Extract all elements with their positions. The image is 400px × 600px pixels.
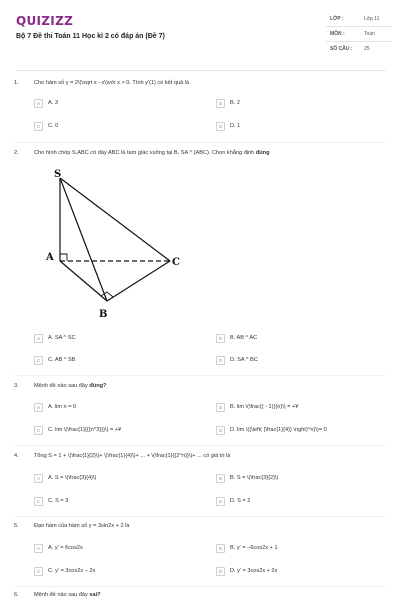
- option-label: A. S = \(\frac{3}{4}\): [48, 475, 97, 481]
- option-letter-box: D: [216, 122, 225, 131]
- option-label: C. y' = 3cos2x − 2x: [48, 568, 96, 574]
- meta-value: Toán: [364, 31, 375, 37]
- question-number: 4.: [14, 453, 19, 459]
- option-label: A. SA ^ SC: [48, 335, 76, 341]
- option-d[interactable]: [216, 122, 376, 132]
- option-a[interactable]: [34, 334, 194, 344]
- option-label: D. 1: [230, 123, 241, 129]
- question-divider: [14, 586, 386, 587]
- option-a[interactable]: [34, 544, 194, 554]
- meta-key: SỐ CÂU :: [330, 46, 353, 52]
- page-title: Bộ 7 Đề thi Toán 11 Học kì 2 có đáp án (Đề 7): [16, 33, 165, 40]
- option-label: C. AB ^ SB: [48, 357, 76, 363]
- option-c[interactable]: [34, 356, 194, 366]
- edge-bc: [107, 261, 170, 301]
- question-text-emphasis: đúng: [255, 150, 270, 156]
- option-label: B. AB ^ AC: [230, 335, 258, 341]
- option-label: D. S = 2: [230, 498, 251, 504]
- question-text: Tổng S = 1 + \(\frac{1}{2}\)+ \(\frac{1}{4}\)+ ... + \(\frac{1}{{2^n}}\)+ ... có giá trị là: [34, 453, 231, 459]
- option-letter-box: B: [216, 99, 225, 108]
- option-letter-box: D: [216, 356, 225, 365]
- option-letter-box: C: [34, 426, 43, 435]
- option-d[interactable]: [216, 567, 376, 577]
- question-text: Cho hình chóp S.ABC có đáy ABC là tam giác vuông tại B, SA ^ (ABC). Chọn khẳng định: [34, 150, 255, 156]
- option-letter-box: C: [34, 356, 43, 365]
- option-label: C. lim \(\frac{1}{{{n^3}}}\) = +¥: [48, 427, 122, 433]
- option-a[interactable]: [34, 99, 194, 109]
- option-letter-box: D: [216, 426, 225, 435]
- header-divider: [16, 70, 386, 71]
- question-number: 6.: [14, 592, 19, 598]
- option-letter-box: B: [216, 334, 225, 343]
- meta-key: LỚP :: [330, 16, 344, 22]
- question-divider: [14, 516, 386, 517]
- option-b[interactable]: [216, 544, 376, 554]
- meta-row-subject: [326, 27, 392, 42]
- option-d[interactable]: [216, 356, 376, 366]
- option-label: B. lim \(\frac{( - 1)}{n}\) = +¥: [230, 404, 299, 410]
- option-d[interactable]: [216, 497, 376, 507]
- option-label: B. 2: [230, 100, 240, 106]
- question-number: 1.: [14, 80, 19, 86]
- question-text: Mệnh đề nào sau đây: [34, 592, 88, 598]
- option-label: A. 3: [48, 100, 58, 106]
- option-label: C. S = 3: [48, 498, 69, 504]
- meta-value: Lớp 11: [364, 16, 380, 22]
- vertex-label-s: S: [54, 169, 62, 180]
- question-number: 3.: [14, 383, 19, 389]
- option-b[interactable]: [216, 474, 376, 484]
- option-letter-box: A: [34, 544, 43, 553]
- option-label: D. y' = 3cos2x + 2x: [230, 568, 278, 574]
- question-text-emphasis: đúng?: [89, 383, 107, 389]
- meta-row-class: [326, 12, 392, 27]
- option-label: A. lim n = 0: [48, 404, 77, 410]
- option-letter-box: B: [216, 403, 225, 412]
- question-number: 5.: [14, 523, 19, 529]
- question-text: Mệnh đề nào sau đây: [34, 383, 88, 389]
- option-b[interactable]: [216, 99, 376, 109]
- question-text-wrap: [34, 592, 384, 598]
- option-a[interactable]: [34, 403, 194, 413]
- option-letter-box: C: [34, 497, 43, 506]
- option-b[interactable]: [216, 334, 376, 344]
- question-text-emphasis: sai?: [89, 592, 101, 598]
- right-angle-b: [101, 292, 113, 297]
- question-text-wrap: [34, 150, 384, 156]
- question-number: 2.: [14, 150, 19, 156]
- worksheet-header: [0, 0, 400, 70]
- question-divider: [14, 142, 386, 143]
- option-b[interactable]: [216, 403, 376, 413]
- meta-table: [326, 12, 392, 58]
- option-letter-box: C: [34, 122, 43, 131]
- quizizz-logo: QUIZIZZ: [16, 14, 74, 28]
- meta-value: 25: [364, 46, 370, 52]
- option-label: B. S = \(\frac{3}{2}\): [230, 475, 279, 481]
- meta-row-count: [326, 42, 392, 57]
- question-text: Đạo hàm của hàm số y = 3sin2x + 2 là: [34, 523, 130, 529]
- option-letter-box: D: [216, 567, 225, 576]
- option-d[interactable]: [216, 426, 376, 436]
- vertex-label-c: C: [172, 257, 180, 268]
- option-c[interactable]: [34, 122, 194, 132]
- option-letter-box: A: [34, 334, 43, 343]
- option-letter-box: A: [34, 474, 43, 483]
- question-text-wrap: [34, 383, 384, 389]
- option-letter-box: C: [34, 567, 43, 576]
- option-a[interactable]: [34, 474, 194, 484]
- option-c[interactable]: [34, 497, 194, 507]
- option-label: A. y' = 6cos2x: [48, 545, 83, 551]
- option-letter-box: D: [216, 497, 225, 506]
- option-label: B. y' = −6cos2x + 1: [230, 545, 278, 551]
- right-angle-a: [60, 254, 67, 261]
- question-divider: [14, 445, 386, 446]
- option-label: D. lim \({\left( {\frac{1}{4}} \right)^n}\)= 0: [230, 427, 327, 433]
- option-label: D. SA ^ BC: [230, 357, 258, 363]
- option-label: C. 0: [48, 123, 59, 129]
- meta-key: MÔN :: [330, 31, 345, 37]
- option-c[interactable]: [34, 567, 194, 577]
- option-letter-box: A: [34, 99, 43, 108]
- question-text: Cho hàm số y = 2\(\sqrt x - x\)với x > 0. Tính y'(1) có kết quả là: [34, 80, 190, 86]
- option-letter-box: B: [216, 544, 225, 553]
- vertex-label-b: B: [99, 309, 108, 320]
- pyramid-figure: [40, 166, 190, 326]
- vertex-label-a: A: [46, 252, 54, 263]
- option-c[interactable]: [34, 426, 194, 436]
- option-letter-box: B: [216, 474, 225, 483]
- question-divider: [14, 375, 386, 376]
- option-letter-box: A: [34, 403, 43, 412]
